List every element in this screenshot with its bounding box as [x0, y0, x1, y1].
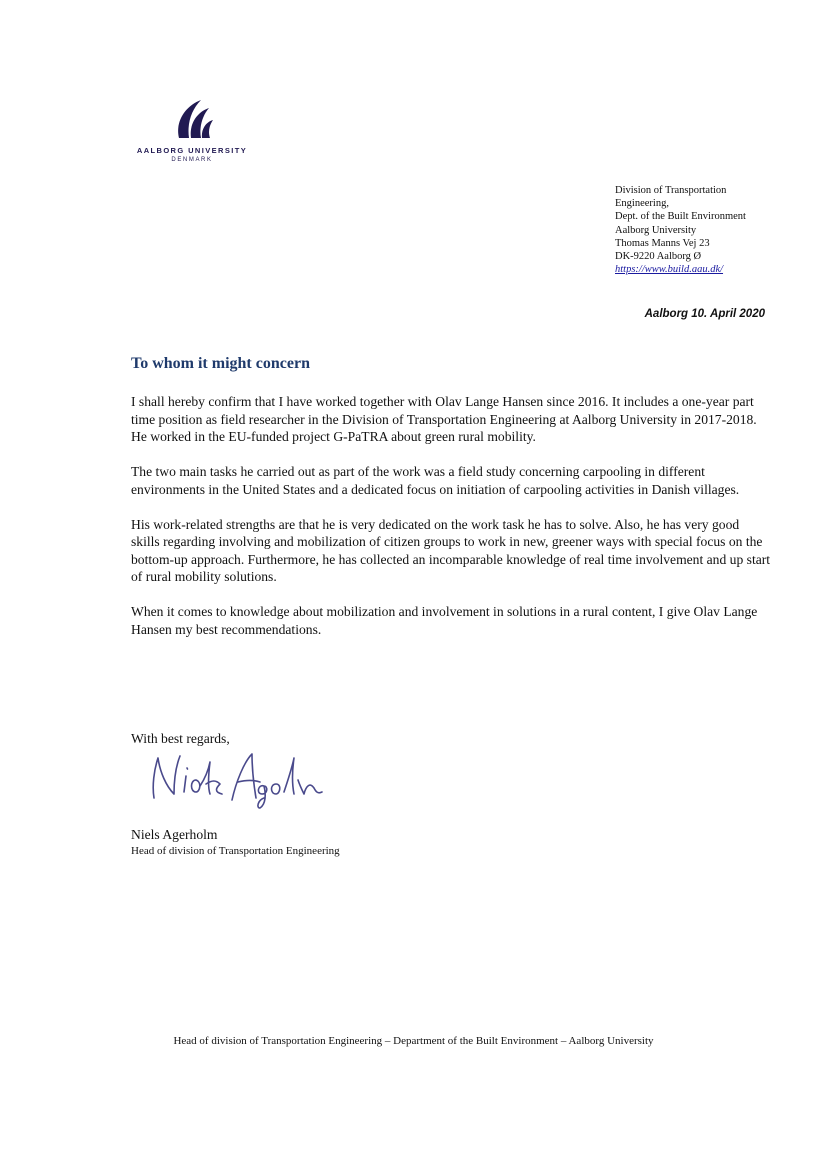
body-paragraph: His work-related strengths are that he is very dedicated on the work task he has to solve. Also, he has very good skills regarding involving and mobilization of citizen groups to work in new, greener ways with special focus on the bottom-up approach. Furthermore, he has collected an incomparable knowledge of real time involvement and up start of rural mobility solutions.	[131, 516, 771, 584]
university-logo	[136, 98, 248, 163]
address-line: Aalborg University	[615, 224, 697, 236]
address-line: Thomas Manns Vej 23	[615, 237, 710, 249]
signer-title: Head of division of Transportation Engineering	[131, 845, 340, 857]
letter-heading: To whom it might concern	[131, 355, 310, 372]
address-line: DK-9220 Aalborg Ø	[615, 251, 702, 263]
address-line: Engineering,	[615, 198, 669, 210]
aalborg-university-logo-icon	[169, 98, 215, 140]
closing-phrase: With best regards,	[131, 731, 230, 746]
body-paragraph: When it comes to knowledge about mobilization and involvement in solutions in a rural content, I give Olav Lange Hansen my best recommendations.	[131, 604, 758, 637]
address-line: Dept. of the Built Environment	[615, 211, 746, 223]
website-link[interactable]: https://www.build.aau.dk/	[615, 264, 724, 276]
letter-body	[131, 393, 771, 656]
page-footer: Head of division of Transportation Engineering – Department of the Built Environment – Aalborg University	[173, 1035, 654, 1047]
logo-university-name: AALBORG UNIVERSITY	[136, 146, 248, 155]
address-line: Division of Transportation	[615, 185, 727, 196]
body-paragraph: The two main tasks he carried out as part of the work was a field study concerning carpooling in different environments in the United States and a dedicated focus on initiation of carpooling activities in Danish villages.	[131, 464, 740, 497]
handwritten-signature	[140, 750, 330, 810]
logo-country: DENMARK	[171, 157, 213, 163]
signer-name: Niels Agerholm	[131, 827, 218, 842]
body-paragraph: I shall hereby confirm that I have worked together with Olav Lange Hansen since 2016. It includes a one-year part time position as field researcher in the Division of Transportation Engineering at Aalborg University in 2017-2018. He worked in the EU-funded project G-PaTRA about green rural mobility.	[131, 394, 757, 444]
sender-address	[615, 184, 746, 276]
letter-date: Aalborg 10. April 2020	[644, 308, 765, 320]
